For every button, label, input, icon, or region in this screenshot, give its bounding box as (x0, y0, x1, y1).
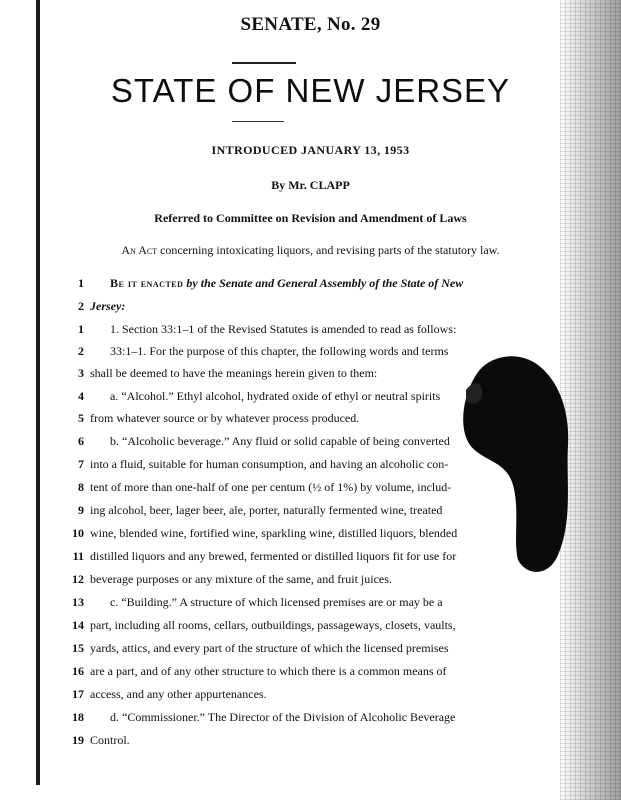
state-title: STATE OF NEW JERSEY (110, 72, 511, 109)
act-title-rest: concerning intoxicating liquors, and revising parts of the statutory law. (157, 243, 500, 257)
act-title-caps: An Act (121, 243, 158, 257)
line-number: 14 (72, 618, 84, 632)
line-number: 3 (78, 366, 84, 380)
line-text: into a fluid, suitable for human consumption, and having an alcoholic con- (90, 457, 449, 471)
line-text: shall be deemed to have the meanings herein given to them: (90, 366, 378, 380)
line-number: 12 (72, 572, 84, 586)
sponsor: By Mr. CLAPP (271, 178, 350, 192)
line-text: d. “Commissioner.” The Director of the Division of Alcoholic Beverage (110, 710, 456, 724)
line-text: distilled liquors and any brewed, fermented or distilled liquors fit for use for (90, 549, 457, 563)
line-number: 18 (72, 710, 84, 724)
committee-referral: Referred to Committee on Revision and Amendment of Laws (154, 211, 467, 225)
line-number: 1 (78, 276, 84, 290)
line-number: 7 (78, 457, 84, 471)
line-text: tent of more than one-half of one per centum (½ of 1%) by volume, includ- (90, 480, 452, 494)
title-rule (232, 121, 284, 122)
bill-number: SENATE, No. 29 (240, 14, 381, 35)
introduced-date: INTRODUCED JANUARY 13, 1953 (211, 143, 410, 157)
line-number: 6 (78, 434, 84, 448)
line-text: beverage purposes or any mixture of the same, and fruit juices. (90, 572, 392, 586)
line-number: 15 (72, 641, 84, 655)
ink-blot (458, 350, 573, 580)
line-number: 10 (72, 526, 84, 540)
line-number: 8 (78, 480, 84, 494)
line-text: are a part, and of any other structure to which there is a common means of (90, 664, 447, 678)
enacting-rest: by the Senate and General Assembly of the State of New (183, 276, 464, 290)
line-text: access, and any other appurtenances. (90, 687, 267, 701)
line-text: c. “Building.” A structure of which licensed premises are or may be a (110, 595, 443, 609)
line-text: Control. (90, 733, 130, 747)
line-number: 16 (72, 664, 84, 678)
line-text: 1. Section 33:1–1 of the Revised Statutes is amended to read as follows: (110, 322, 457, 336)
line-text: wine, blended wine, fortified wine, sparkling wine, distilled liquors, blended (90, 526, 458, 540)
line-number: 2 (78, 299, 84, 313)
line-text: yards, attics, and every part of the structure of which the licensed premises (90, 641, 449, 655)
enacting-caps: Be it enacted (110, 276, 184, 290)
line-text: part, including all rooms, cellars, outbuildings, passageways, closets, vaults, (90, 618, 456, 632)
line-number: 9 (78, 503, 84, 517)
enacting-clause (110, 276, 463, 291)
line-number: 4 (78, 389, 84, 403)
header-rule (232, 62, 296, 64)
line-number: 5 (78, 411, 84, 425)
line-text: ing alcohol, beer, lager beer, ale, porter, naturally fermented wine, treated (90, 503, 443, 517)
line-text: 33:1–1. For the purpose of this chapter, the following words and terms (110, 344, 449, 358)
line-number: 2 (78, 344, 84, 358)
line-text: a. “Alcohol.” Ethyl alcohol, hydrated oxide of ethyl or neutral spirits (110, 389, 441, 403)
line-text: from whatever source or by whatever process produced. (90, 411, 360, 425)
line-number: 17 (72, 687, 84, 701)
act-title (0, 243, 621, 258)
line-number: 13 (72, 595, 84, 609)
line-text: b. “Alcoholic beverage.” Any fluid or solid capable of being converted (110, 434, 450, 448)
line-number: 19 (72, 733, 84, 747)
line-number: 11 (72, 549, 84, 563)
binding-edge (36, 0, 40, 785)
line-number: 1 (78, 322, 84, 336)
enacting-jersey: Jersey: (90, 299, 126, 313)
